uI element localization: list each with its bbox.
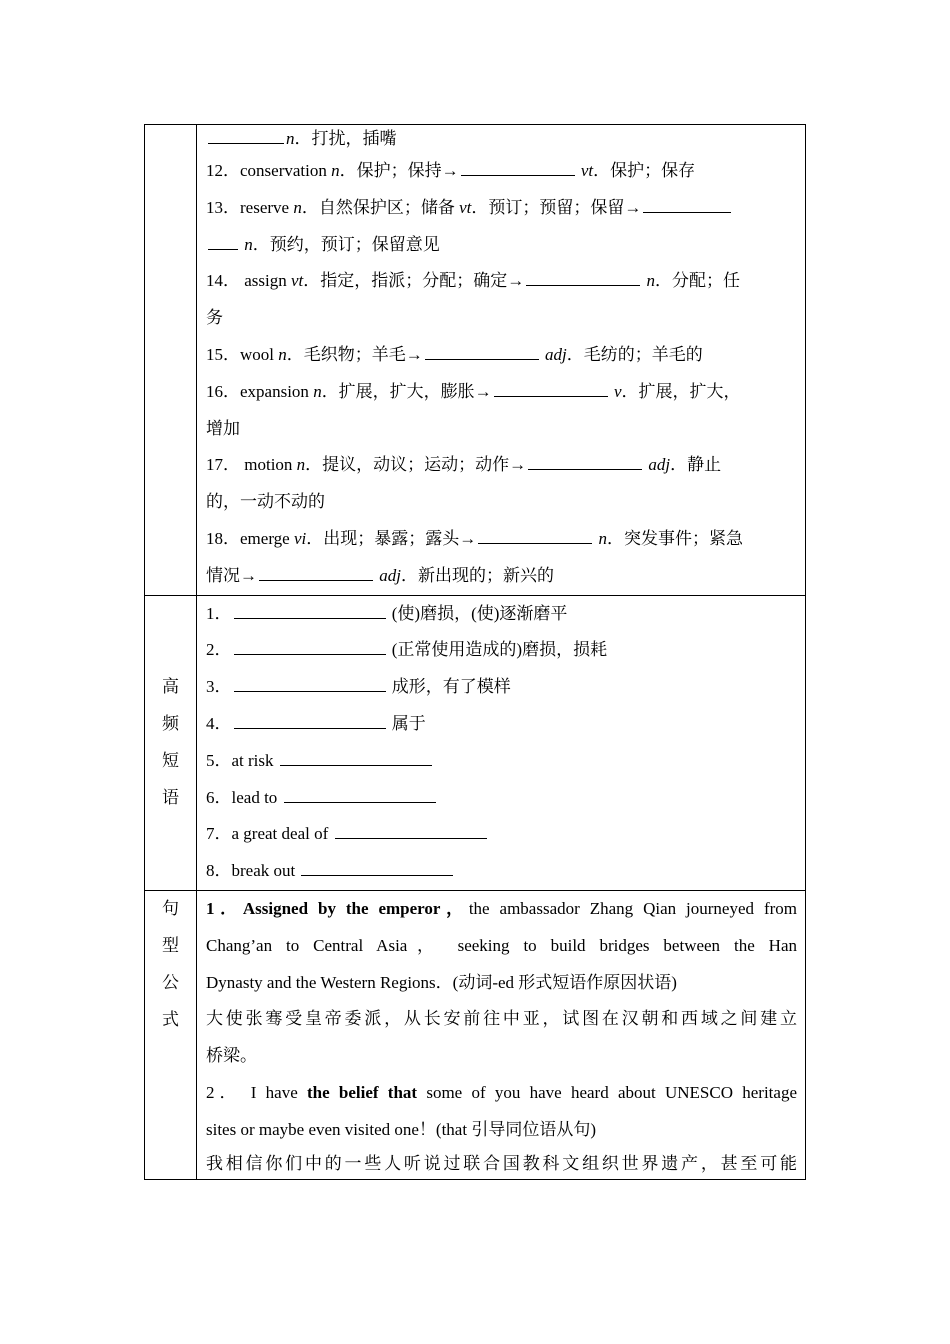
sentence-1-line-2: Chang’an to Central Asia， seeking to build bridges between the Han [206, 935, 797, 955]
phrase-item: 7．a great deal of [206, 816, 797, 853]
answer-blank[interactable] [234, 727, 386, 729]
answer-blank[interactable] [526, 284, 640, 286]
phrase-item: 5．at risk [206, 743, 797, 780]
answer-blank[interactable] [208, 142, 284, 144]
sentence-1-line-3: Dynasty and the Western Regions．(动词-ed 形式短语作原因状语) [206, 972, 677, 992]
answer-blank[interactable] [208, 248, 238, 250]
answer-blank[interactable] [528, 468, 642, 470]
phrase-item: 4． 属于 [206, 713, 426, 733]
answer-blank[interactable] [280, 764, 432, 766]
answer-blank[interactable] [234, 690, 386, 692]
phrase-item: 3． 成形，有了模样 [206, 677, 511, 697]
vocab-line-14-cont: 务 [206, 308, 223, 328]
vocab-line-18-cont: 情况→ adj．新出现的；新兴的 [206, 565, 554, 585]
section-label-sentence-patterns: 句 型 公 式 [162, 898, 179, 1030]
vocab-line-17: 17． motion n．提议，动议；运动；动作→ adj．静止 [206, 455, 722, 475]
answer-blank[interactable] [259, 579, 373, 581]
sentences-content-cell [197, 890, 806, 1179]
vocab-line-17-cont: 的，一动不动的 [206, 492, 325, 512]
sentence-2-translation: 我相信你们中的一些人听说过联合国教科文组织世界遗产，甚至可能 [206, 1153, 797, 1173]
sentence-2-line-1: 2． I have the belief that some of you have heard about UNESCO heritage [206, 1082, 797, 1102]
sentences-row [145, 890, 806, 1179]
answer-blank[interactable] [234, 653, 386, 655]
answer-blank[interactable] [461, 174, 575, 176]
phrases-content-cell [197, 595, 806, 890]
answer-blank[interactable] [335, 837, 487, 839]
sentence-1-translation: 大使张骞受皇帝委派，从长安前往中亚，试图在汉朝和西域之间建立 [206, 1009, 797, 1029]
vocab-line-13: 13．reserve n．自然保护区；储备 vt．预订；预留；保留→ [206, 190, 797, 227]
vocab-label-cell [145, 125, 197, 596]
sentence-1-translation-cont: 桥梁。 [206, 1046, 257, 1066]
phrase-item: 1． (使)磨损，(使)逐渐磨平 [206, 603, 568, 623]
sentence-1-line-1: 1．Assigned by the emperor，the ambassador Zhang Qian journeyed from [206, 898, 797, 918]
phrase-item: 2． (正常使用造成的)磨损，损耗 [206, 640, 608, 660]
vocab-row [145, 125, 806, 596]
vocab-line-13-cont: n．预约，预订；保留意见 [206, 227, 797, 264]
answer-blank[interactable] [478, 542, 592, 544]
study-table [144, 124, 806, 1180]
vocab-line-12: 12．conservation n．保护；保持→ vt．保护；保存 [206, 161, 696, 180]
vocab-line-14: 14． assign vt．指定，指派；分配；确定→ n．分配；任 [206, 271, 741, 291]
vocab-content-cell [197, 125, 806, 596]
phrases-label-cell [145, 595, 197, 890]
answer-blank[interactable] [494, 395, 608, 397]
vocab-line-15: 15．wool n．毛织物；羊毛→ adj．毛纺的；羊毛的 [206, 344, 703, 364]
answer-blank[interactable] [234, 617, 386, 619]
vocab-line-18: 18．emerge vi．出现；暴露；露头→ n．突发事件；紧急 [206, 528, 743, 548]
phrase-item: 8．break out [206, 853, 797, 890]
vocab-line-16-cont: 增加 [206, 418, 240, 438]
answer-blank[interactable] [301, 874, 453, 876]
phrases-row [145, 595, 806, 890]
sentence-2-line-2: sites or maybe even visited one！(that 引导同位语从句) [206, 1119, 596, 1139]
answer-blank[interactable] [643, 211, 731, 213]
vocab-line-11-cont: n．打扰，插嘴 [206, 125, 797, 153]
sentences-label-cell [145, 890, 197, 1179]
section-label-high-frequency-phrases: 高 频 短 语 [162, 676, 179, 808]
phrase-item: 6．lead to [206, 780, 797, 817]
answer-blank[interactable] [425, 358, 539, 360]
answer-blank[interactable] [284, 801, 436, 803]
vocab-line-16: 16．expansion n．扩展，扩大，膨胀→ v．扩展，扩大， [206, 381, 741, 401]
